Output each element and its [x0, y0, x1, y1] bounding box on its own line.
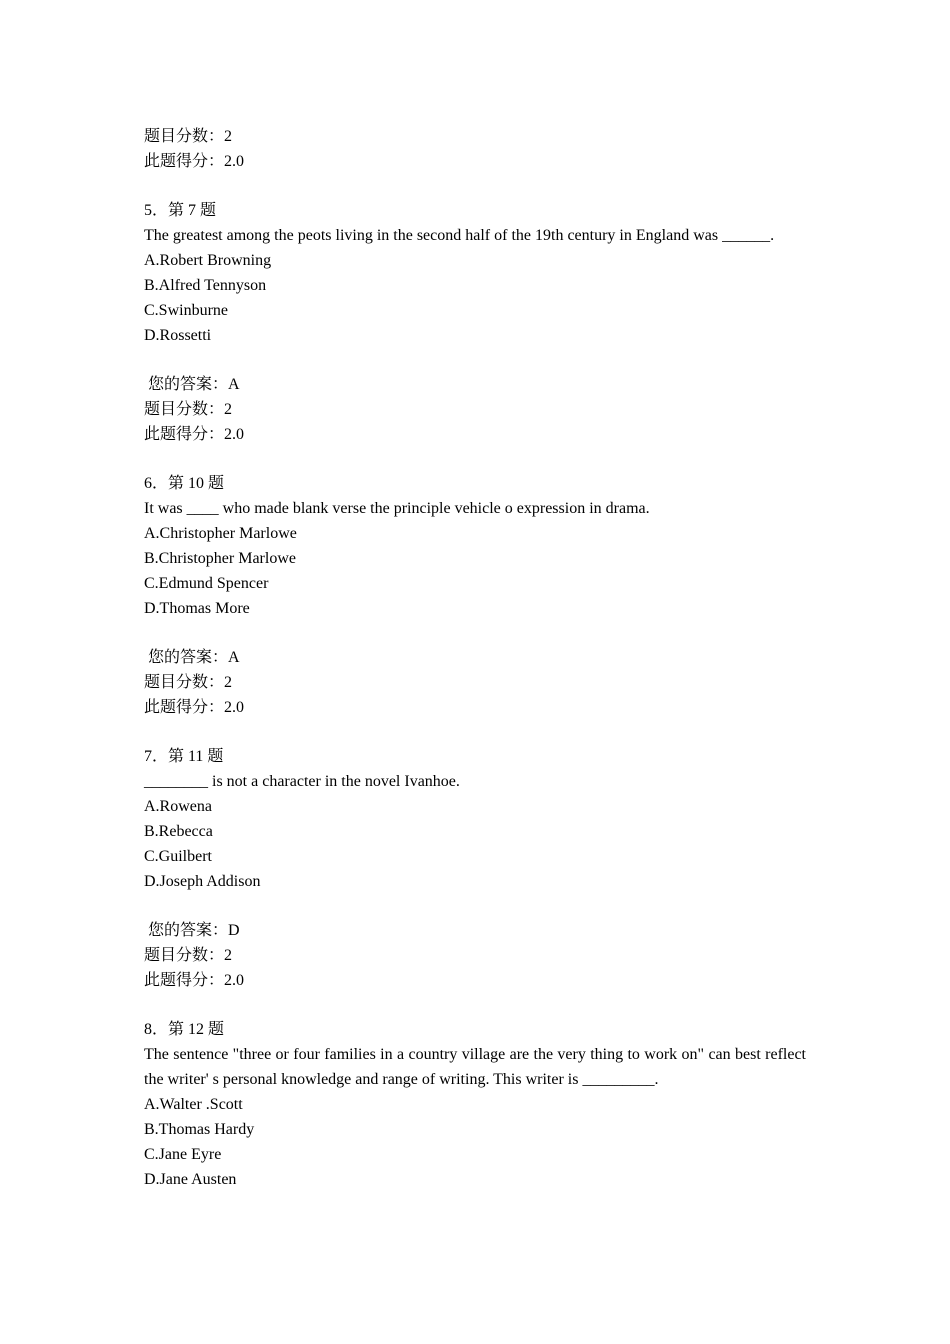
exam-review-page: [144, 124, 806, 1192]
option-c: C.Swinburne: [144, 302, 228, 319]
option-b: B.Thomas Hardy: [144, 1121, 255, 1138]
question-score: 题目分数：2: [144, 401, 233, 418]
question-block: [144, 198, 806, 471]
question-stem: The sentence "three or four families in a country village are the very thing to work on" can best reflect the writer' s personal knowledge and range of writing. This writer is _________.: [144, 1046, 806, 1088]
your-answer: 您的答案：D: [148, 922, 240, 939]
question-block: [144, 471, 806, 744]
option-a: A.Christopher Marlowe: [144, 525, 297, 542]
question-score: 题目分数：2: [144, 947, 233, 964]
prev-question-earned: 此题得分：2.0: [144, 153, 245, 170]
question-earned: 此题得分：2.0: [144, 699, 245, 716]
question-stem: It was ____ who made blank verse the principle vehicle o expression in drama.: [144, 500, 650, 517]
question-block: [144, 744, 806, 1017]
option-a: A.Robert Browning: [144, 252, 272, 269]
question-number: 8．第 12 题: [144, 1021, 225, 1038]
option-d: D.Thomas More: [144, 600, 250, 617]
question-number: 5．第 7 题: [144, 202, 217, 219]
prev-question-score: 题目分数：2: [144, 128, 233, 145]
question-number: 6．第 10 题: [144, 475, 225, 492]
option-d: D.Jane Austen: [144, 1171, 237, 1188]
option-c: C.Jane Eyre: [144, 1146, 222, 1163]
option-b: B.Christopher Marlowe: [144, 550, 296, 567]
option-d: D.Rossetti: [144, 327, 212, 344]
option-b: B.Alfred Tennyson: [144, 277, 267, 294]
question-earned: 此题得分：2.0: [144, 426, 245, 443]
option-a: A.Rowena: [144, 798, 212, 815]
your-answer: 您的答案：A: [148, 649, 240, 666]
question-number: 7．第 11 题: [144, 748, 224, 765]
question-stem: The greatest among the peots living in the second half of the 19th century in England was ______.: [144, 227, 775, 244]
question-earned: 此题得分：2.0: [144, 972, 245, 989]
option-d: D.Joseph Addison: [144, 873, 261, 890]
question-block: [144, 1017, 806, 1192]
option-c: C.Guilbert: [144, 848, 212, 865]
option-b: B.Rebecca: [144, 823, 213, 840]
option-a: A.Walter .Scott: [144, 1096, 243, 1113]
your-answer: 您的答案：A: [148, 376, 240, 393]
option-c: C.Edmund Spencer: [144, 575, 269, 592]
question-score: 题目分数：2: [144, 674, 233, 691]
question-stem: ________ is not a character in the novel Ivanhoe.: [144, 773, 460, 790]
